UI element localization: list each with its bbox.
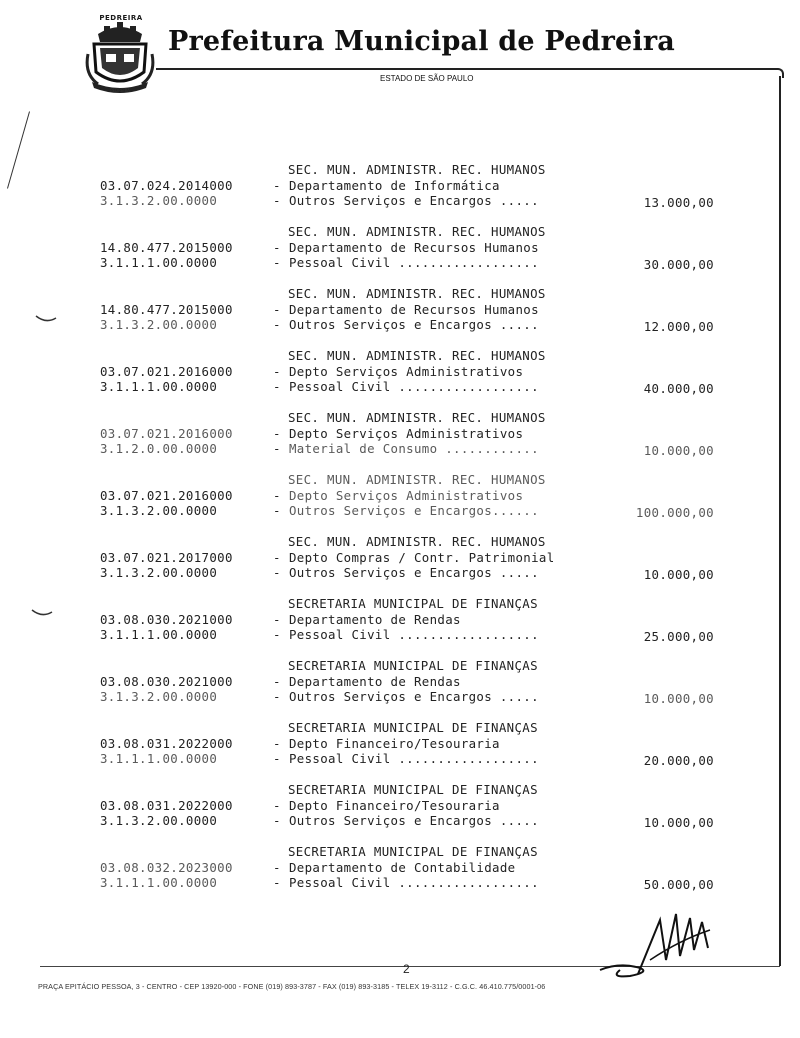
entry-department: SEC. MUN. ADMINISTR. REC. HUMANOS xyxy=(288,472,546,487)
entry-code: 03.07.021.2016000 xyxy=(100,487,233,503)
entry-amount: 10.000,00 xyxy=(643,443,714,458)
entry-code: 03.07.021.2016000 xyxy=(100,363,233,379)
entry-code: 14.80.477.2015000 xyxy=(100,301,233,317)
entry-code: 03.07.024.2014000 xyxy=(100,177,233,193)
entry-account: 3.1.1.1.00.0000 xyxy=(100,875,218,890)
entry-department: SEC. MUN. ADMINISTR. REC. HUMANOS xyxy=(288,534,546,549)
entry-separator: - xyxy=(273,813,281,828)
crest-motto: PEDREIRA xyxy=(110,88,130,93)
entry-separator: - xyxy=(273,441,281,456)
entry-description: Departamento de Recursos Humanos xyxy=(289,301,539,317)
entry-amount: 10.000,00 xyxy=(643,567,714,582)
entry-item: Pessoal Civil .................. xyxy=(289,627,539,642)
entry-item: Outros Serviços e Encargos ..... xyxy=(289,689,539,704)
entry-account: 3.1.3.2.00.0000 xyxy=(100,193,218,208)
budget-entry xyxy=(0,592,800,654)
entry-amount: 30.000,00 xyxy=(643,257,714,272)
header-rule xyxy=(156,68,778,70)
signature-icon xyxy=(590,900,730,990)
entry-separator: - xyxy=(273,673,281,689)
entry-department: SECRETARIA MUNICIPAL DE FINANÇAS xyxy=(288,782,538,797)
entry-separator: - xyxy=(273,797,281,813)
entry-account: 3.1.2.0.00.0000 xyxy=(100,441,218,456)
entry-separator: - xyxy=(273,735,281,751)
entry-separator: - xyxy=(273,239,281,255)
budget-entry xyxy=(0,344,800,406)
entry-separator: - xyxy=(273,689,281,704)
header-state: ESTADO DE SÃO PAULO xyxy=(380,74,474,83)
entry-department: SEC. MUN. ADMINISTR. REC. HUMANOS xyxy=(288,224,546,239)
entry-separator: - xyxy=(273,503,281,518)
entry-description: Depto Financeiro/Tesouraria xyxy=(289,797,500,813)
entry-code: 03.08.032.2023000 xyxy=(100,859,233,875)
entry-code: 03.08.031.2022000 xyxy=(100,735,233,751)
entry-separator: - xyxy=(273,859,281,875)
entry-amount: 40.000,00 xyxy=(643,381,714,396)
entry-department: SEC. MUN. ADMINISTR. REC. HUMANOS xyxy=(288,162,546,177)
entry-amount: 10.000,00 xyxy=(643,691,714,706)
entry-item: Outros Serviços e Encargos ..... xyxy=(289,813,539,828)
entry-amount: 13.000,00 xyxy=(643,195,714,210)
entry-item: Pessoal Civil .................. xyxy=(289,875,539,890)
entry-separator: - xyxy=(273,363,281,379)
entry-description: Departamento de Informática xyxy=(289,177,500,193)
entry-code: 03.08.031.2022000 xyxy=(100,797,233,813)
entry-code: 03.07.021.2016000 xyxy=(100,425,233,441)
budget-entry xyxy=(0,158,800,220)
entry-separator: - xyxy=(273,549,281,565)
entry-description: Depto Serviços Administrativos xyxy=(289,425,524,441)
entry-description: Departamento de Contabilidade xyxy=(289,859,516,875)
entry-account: 3.1.3.2.00.0000 xyxy=(100,503,218,518)
entry-item: Pessoal Civil .................. xyxy=(289,379,539,394)
entry-description: Departamento de Recursos Humanos xyxy=(289,239,539,255)
entry-separator: - xyxy=(273,193,281,208)
entry-amount: 20.000,00 xyxy=(643,753,714,768)
entry-description: Departamento de Rendas xyxy=(289,611,461,627)
entry-department: SECRETARIA MUNICIPAL DE FINANÇAS xyxy=(288,596,538,611)
page-number: 2 xyxy=(403,962,410,976)
crest-label: PEDREIRA xyxy=(99,14,143,22)
budget-entry xyxy=(0,778,800,840)
entry-code: 03.07.021.2017000 xyxy=(100,549,233,565)
entry-separator: - xyxy=(273,379,281,394)
entry-department: SECRETARIA MUNICIPAL DE FINANÇAS xyxy=(288,720,538,735)
entry-separator: - xyxy=(273,301,281,317)
entry-description: Depto Serviços Administrativos xyxy=(289,487,524,503)
budget-entry xyxy=(0,840,800,902)
budget-entry xyxy=(0,530,800,592)
margin-mark-icon xyxy=(30,608,54,618)
entry-amount: 100.000,00 xyxy=(635,505,714,520)
margin-mark-icon xyxy=(34,314,58,324)
entry-account: 3.1.1.1.00.0000 xyxy=(100,255,218,270)
entry-code: 14.80.477.2015000 xyxy=(100,239,233,255)
budget-entry xyxy=(0,220,800,282)
entry-item: Outros Serviços e Encargos ..... xyxy=(289,565,539,580)
entry-item: Outros Serviços e Encargos...... xyxy=(289,503,539,518)
entry-separator: - xyxy=(273,875,281,890)
entry-amount: 10.000,00 xyxy=(643,815,714,830)
entry-department: SECRETARIA MUNICIPAL DE FINANÇAS xyxy=(288,844,538,859)
page-title: Prefeitura Municipal de Pedreira xyxy=(168,26,675,57)
entry-separator: - xyxy=(273,425,281,441)
entry-code: 03.08.030.2021000 xyxy=(100,611,233,627)
entry-separator: - xyxy=(273,177,281,193)
footer-address: PRAÇA EPITÁCIO PESSOA, 3 - CENTRO - CEP 13920-000 - FONE (019) 893-3787 - FAX (019) 893-3185 - TELEX 19-3112 - C.G.C. 46.410.775/0001-06 xyxy=(38,982,546,991)
budget-entry xyxy=(0,654,800,716)
budget-entry xyxy=(0,468,800,530)
entry-account: 3.1.3.2.00.0000 xyxy=(100,317,218,332)
entry-amount: 25.000,00 xyxy=(643,629,714,644)
entry-account: 3.1.1.1.00.0000 xyxy=(100,379,218,394)
entry-account: 3.1.3.2.00.0000 xyxy=(100,813,218,828)
entry-account: 3.1.3.2.00.0000 xyxy=(100,689,218,704)
entry-description: Departamento de Rendas xyxy=(289,673,461,689)
entry-code: 03.08.030.2021000 xyxy=(100,673,233,689)
entry-amount: 50.000,00 xyxy=(643,877,714,892)
entry-item: Pessoal Civil .................. xyxy=(289,255,539,270)
entry-account: 3.1.1.1.00.0000 xyxy=(100,627,218,642)
entry-separator: - xyxy=(273,317,281,332)
coat-of-arms-icon xyxy=(84,14,156,98)
entry-department: SEC. MUN. ADMINISTR. REC. HUMANOS xyxy=(288,410,546,425)
entry-separator: - xyxy=(273,751,281,766)
budget-entries xyxy=(0,158,800,902)
entry-item: Material de Consumo ............ xyxy=(289,441,539,456)
entry-description: Depto Compras / Contr. Patrimonial xyxy=(289,549,555,565)
budget-entry xyxy=(0,716,800,778)
entry-department: SEC. MUN. ADMINISTR. REC. HUMANOS xyxy=(288,348,546,363)
entry-item: Outros Serviços e Encargos ..... xyxy=(289,317,539,332)
entry-department: SECRETARIA MUNICIPAL DE FINANÇAS xyxy=(288,658,538,673)
entry-separator: - xyxy=(273,611,281,627)
entry-description: Depto Serviços Administrativos xyxy=(289,363,524,379)
entry-item: Pessoal Civil .................. xyxy=(289,751,539,766)
entry-account: 3.1.3.2.00.0000 xyxy=(100,565,218,580)
entry-item: Outros Serviços e Encargos ..... xyxy=(289,193,539,208)
entry-separator: - xyxy=(273,565,281,580)
budget-entry xyxy=(0,282,800,344)
entry-description: Depto Financeiro/Tesouraria xyxy=(289,735,500,751)
entry-separator: - xyxy=(273,255,281,270)
entry-separator: - xyxy=(273,487,281,503)
entry-amount: 12.000,00 xyxy=(643,319,714,334)
entry-department: SEC. MUN. ADMINISTR. REC. HUMANOS xyxy=(288,286,546,301)
entry-separator: - xyxy=(273,627,281,642)
budget-entry xyxy=(0,406,800,468)
entry-account: 3.1.1.1.00.0000 xyxy=(100,751,218,766)
